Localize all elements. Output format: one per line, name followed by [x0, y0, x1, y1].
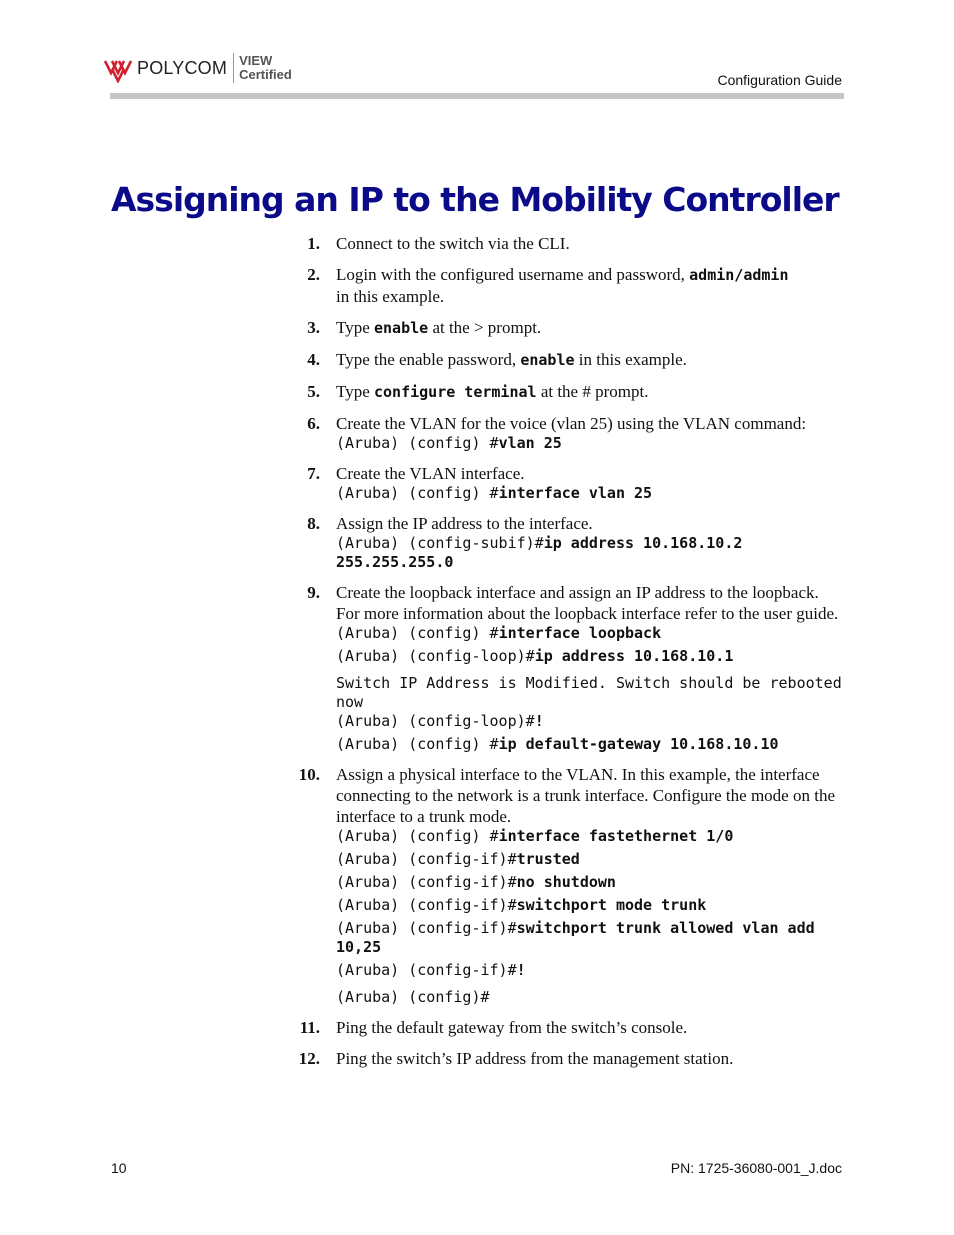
steps-list [296, 233, 851, 1079]
list-item: 6. Create the VLAN for the voice (vlan 25) using the VLAN command: (Aruba) (config) #vlan 25 [296, 413, 846, 453]
cli-command: (Aruba) (config) #interface vlan 25 [336, 484, 653, 502]
cli-command: (Aruba) (config) #interface loopback [336, 624, 662, 642]
logo-wordmark: POLYCOM [137, 57, 228, 78]
page-number: 10 [111, 1160, 127, 1176]
cli-command: (Aruba) (config)# [336, 988, 490, 1006]
cli-command: (Aruba) (config-if)#trusted [336, 850, 580, 868]
list-item: 11. Ping the default gateway from the switch’s console. [299, 1018, 688, 1037]
polycom-mark-icon [103, 53, 133, 83]
cli-command: (Aruba) (config) #interface fastethernet 1/0 [336, 827, 734, 845]
document-type: Configuration Guide [717, 72, 842, 88]
header-rule [110, 93, 844, 99]
cli-output: Switch IP Address is Modified. Switch should be rebooted now [336, 674, 851, 711]
list-item: 2. Login with the configured username and password, admin/admin in this example. [307, 265, 789, 306]
cli-command: (Aruba) (config-if)#! [336, 961, 526, 979]
list-item: 5. Type configure terminal at the # prompt. [307, 382, 649, 401]
page-header [0, 0, 954, 110]
page-title: Assigning an IP to the Mobility Controller [111, 180, 839, 219]
cli-command: (Aruba) (config) #ip default-gateway 10.168.10.10 [336, 735, 779, 753]
logo-subtitle: VIEW Certified [239, 53, 292, 82]
cli-command: (Aruba) (config-if)#no shutdown [336, 873, 616, 891]
part-number: PN: 1725-36080-001_J.doc [670, 1160, 842, 1176]
polycom-logo [103, 50, 292, 86]
logo-divider [233, 53, 234, 83]
list-item: 10. Assign a physical interface to the VLAN. In this example, the interface connecting to the network is a trunk interface. Configure the mode on the interface to a trunk mode. (Aruba) (config) #interface fastethernet 1/0 (Aruba) (config-if)#trusted (Aruba) (config-if)#no shutdown (Aruba) (config-if)#switchport mode trunk (Aruba) (config-if)#switchport trunk allowed vlan add 10,25 (Aruba) (config-if)#! (Aruba) (config)# [296, 764, 846, 1007]
cli-command: (Aruba) (config-if)#switchport trunk allowed vlan add 10,25 [336, 919, 824, 956]
list-item: 3. Type enable at the > prompt. [307, 318, 542, 337]
list-item: 4. Type the enable password, enable in this example. [307, 350, 687, 369]
cli-command: (Aruba) (config-loop)#ip address 10.168.10.1 [336, 647, 734, 665]
list-item: 8. Assign the IP address to the interface. (Aruba) (config-subif)#ip address 10.168.10.2 255.255.255.0 [296, 513, 846, 572]
cli-command: (Aruba) (config-if)#switchport mode trunk [336, 896, 707, 914]
list-item: 7. Create the VLAN interface. (Aruba) (config) #interface vlan 25 [296, 463, 846, 503]
list-item: 9. Create the loopback interface and assign an IP address to the loopback. For more information about the loopback interface refer to the user guide. (Aruba) (config) #interface loopback (Aruba) (config-loop)#ip address 10.168.10.1 Switch IP Address is Modified. Switch should be rebooted now (Aruba) (config-loop)#! (Aruba) (config) #ip default-gateway 10.168.10.10 [307, 583, 851, 753]
cli-command: (Aruba) (config-subif)#ip address 10.168.10.2 255.255.255.0 [336, 534, 752, 571]
list-item: 12. Ping the switch’s IP address from the management station. [298, 1049, 734, 1068]
list-item: 1. Connect to the switch via the CLI. [307, 234, 570, 253]
cli-command: (Aruba) (config-loop)#! [336, 712, 544, 730]
cli-command: (Aruba) (config) #vlan 25 [336, 434, 562, 452]
